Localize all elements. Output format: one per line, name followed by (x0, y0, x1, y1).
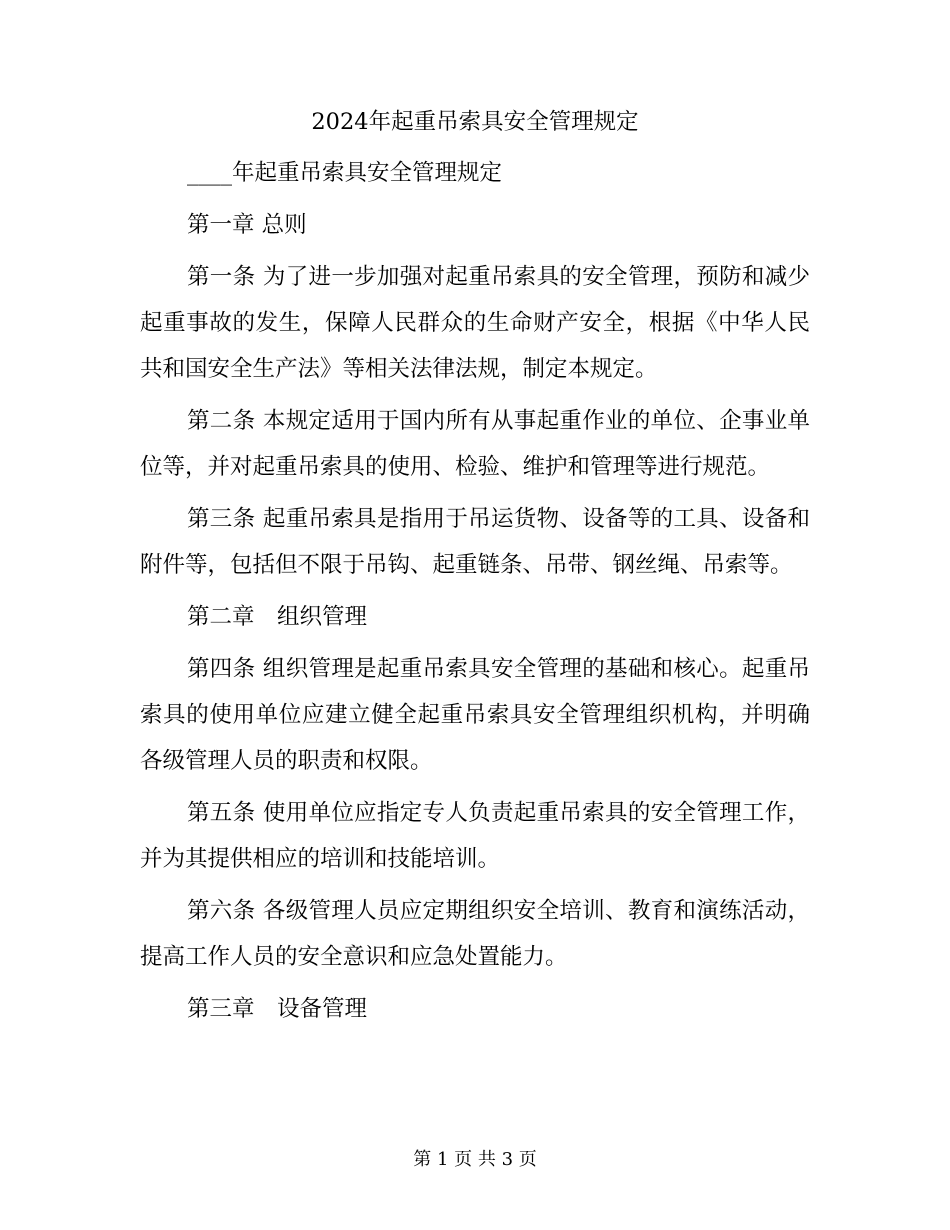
chapter-heading: 第一章 总则 (187, 212, 307, 238)
page-number-footer: 第 1 页 共 3 页 (413, 1149, 537, 1170)
chapter-heading: 第三章 设备管理 (187, 996, 368, 1022)
article-paragraph: 第四条 组织管理是起重吊索具安全管理的基础和核心。起重吊索具的使用单位应建立健全起重吊索具安全管理组织机构，并明确各级管理人员的职责和权限。 (140, 656, 810, 774)
article-paragraph: 第一条 为了进一步加强对起重吊索具的安全管理，预防和减少起重事故的发生，保障人民群众的生命财产安全，根据《中华人民共和国安全生产法》等相关法律法规，制定本规定。 (140, 264, 810, 382)
document-body (140, 150, 810, 1038)
article-paragraph: 第二条 本规定适用于国内所有从事起重作业的单位、企事业单位等，并对起重吊索具的使用、检验、维护和管理等进行规范。 (140, 408, 810, 480)
article-paragraph: 第五条 使用单位应指定专人负责起重吊索具的安全管理工作，并为其提供相应的培训和技能培训。 (140, 800, 810, 872)
document-title: 2024年起重吊索具安全管理规定 (311, 109, 639, 135)
document-subtitle: ____年起重吊索具安全管理规定 (187, 160, 503, 186)
article-paragraph: 第六条 各级管理人员应定期组织安全培训、教育和演练活动，提高工作人员的安全意识和应急处置能力。 (140, 898, 810, 970)
chapter-heading: 第二章 组织管理 (187, 604, 368, 630)
article-paragraph: 第三条 起重吊索具是指用于吊运货物、设备等的工具、设备和附件等，包括但不限于吊钩、起重链条、吊带、钢丝绳、吊索等。 (140, 506, 810, 578)
